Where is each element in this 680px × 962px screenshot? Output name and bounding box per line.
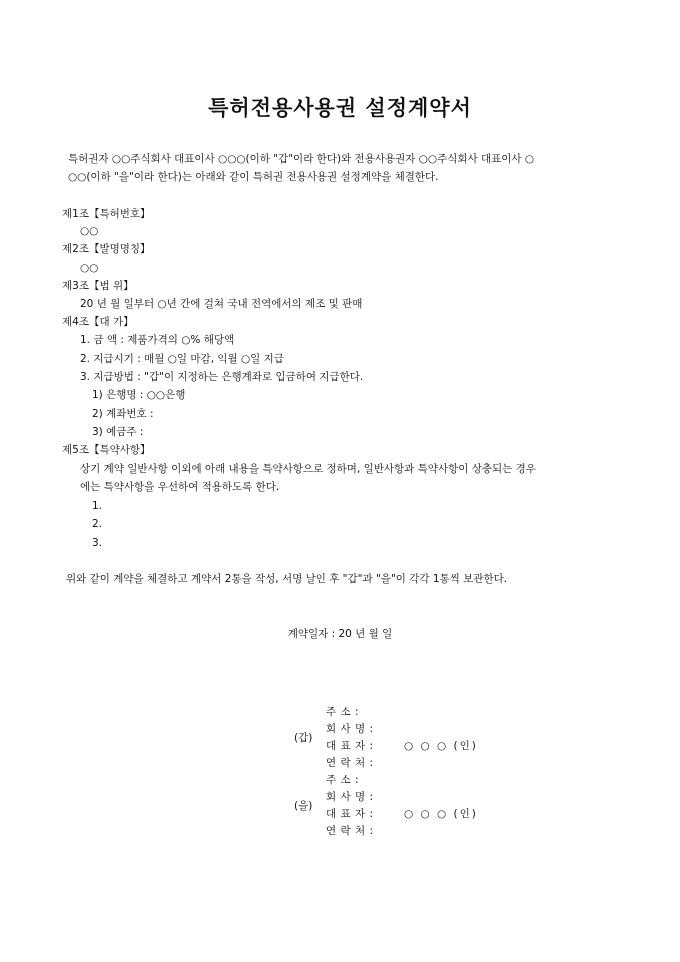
article-5-heading: 제5조【특약사항】 — [62, 444, 151, 456]
article-1-body: ○○ — [80, 225, 99, 237]
article-4-subitem-2: 2) 계좌번호 : — [92, 408, 154, 420]
article-4-item-3: 3. 지급방법 : "갑"이 지정하는 은행계좌로 입금하여 지급한다. — [80, 371, 364, 383]
article-5-item-2: 2. — [92, 518, 103, 530]
party-gap-address: 주 소 : — [326, 706, 359, 718]
article-2-body: ○○ — [80, 262, 99, 274]
party-eul-signature: ○ ○ ○ (인) — [404, 808, 478, 820]
party-gap-contact: 연 락 처 : — [326, 757, 374, 769]
article-2-heading: 제2조【발명명칭】 — [62, 243, 151, 255]
party-eul-contact: 연 락 처 : — [326, 825, 374, 837]
article-4-heading: 제4조【대 가】 — [62, 316, 134, 328]
article-3-body: 20 년 월 일부터 ○년 간에 걸쳐 국내 전역에서의 제조 및 판매 — [80, 298, 363, 310]
closing-statement: 위와 같이 계약을 체결하고 계약서 2통을 작성, 서명 날인 후 "갑"과 "을"이 각각 1통씩 보관한다. — [66, 573, 508, 585]
article-5-item-1: 1. — [92, 500, 103, 512]
party-gap-label: (갑) — [294, 732, 313, 744]
document-title: 특허전용사용권 설정계약서 — [208, 96, 472, 120]
contract-date: 계약일자 : 20 년 월 일 — [287, 628, 393, 640]
party-gap-signature: ○ ○ ○ (인) — [404, 740, 478, 752]
article-5-item-3: 3. — [92, 537, 103, 549]
party-gap-company: 회 사 명 : — [326, 723, 374, 735]
article-3-heading: 제3조【범 위】 — [62, 280, 134, 292]
article-4-item-1: 1. 금 액 : 제품가격의 ○% 해당액 — [80, 334, 235, 346]
intro-line-2: ○○(이하 "을"이라 한다)는 아래와 같이 특허권 전용사용권 설정계약을 체결한다. — [68, 171, 439, 183]
article-4-subitem-1: 1) 은행명 : ○○은행 — [92, 389, 186, 401]
party-eul-address: 주 소 : — [326, 774, 359, 786]
party-eul-representative: 대 표 자 : — [326, 808, 374, 820]
article-4-item-2: 2. 지급시기 : 매월 ○일 마감, 익월 ○일 지급 — [80, 353, 284, 365]
article-5-body-line-1: 상기 계약 일반사항 이외에 아래 내용을 특약사항으로 정하며, 일반사항과 특약사항이 상충되는 경우 — [80, 463, 536, 475]
party-eul-company: 회 사 명 : — [326, 791, 374, 803]
party-gap-representative: 대 표 자 : — [326, 740, 374, 752]
intro-paragraph — [62, 150, 628, 186]
party-eul-label: (을) — [294, 800, 313, 812]
article-5-body-line-2: 에는 특약사항을 우선하여 적용하도록 한다. — [80, 481, 280, 493]
article-1-heading: 제1조【특허번호】 — [62, 208, 151, 220]
intro-line-1: 특허권자 ○○주식회사 대표이사 ○○○(이하 "갑"이라 한다)와 전용사용권자 ○○주식회사 대표이사 ○ — [68, 153, 535, 165]
article-4-subitem-3: 3) 예금주 : — [92, 426, 144, 438]
